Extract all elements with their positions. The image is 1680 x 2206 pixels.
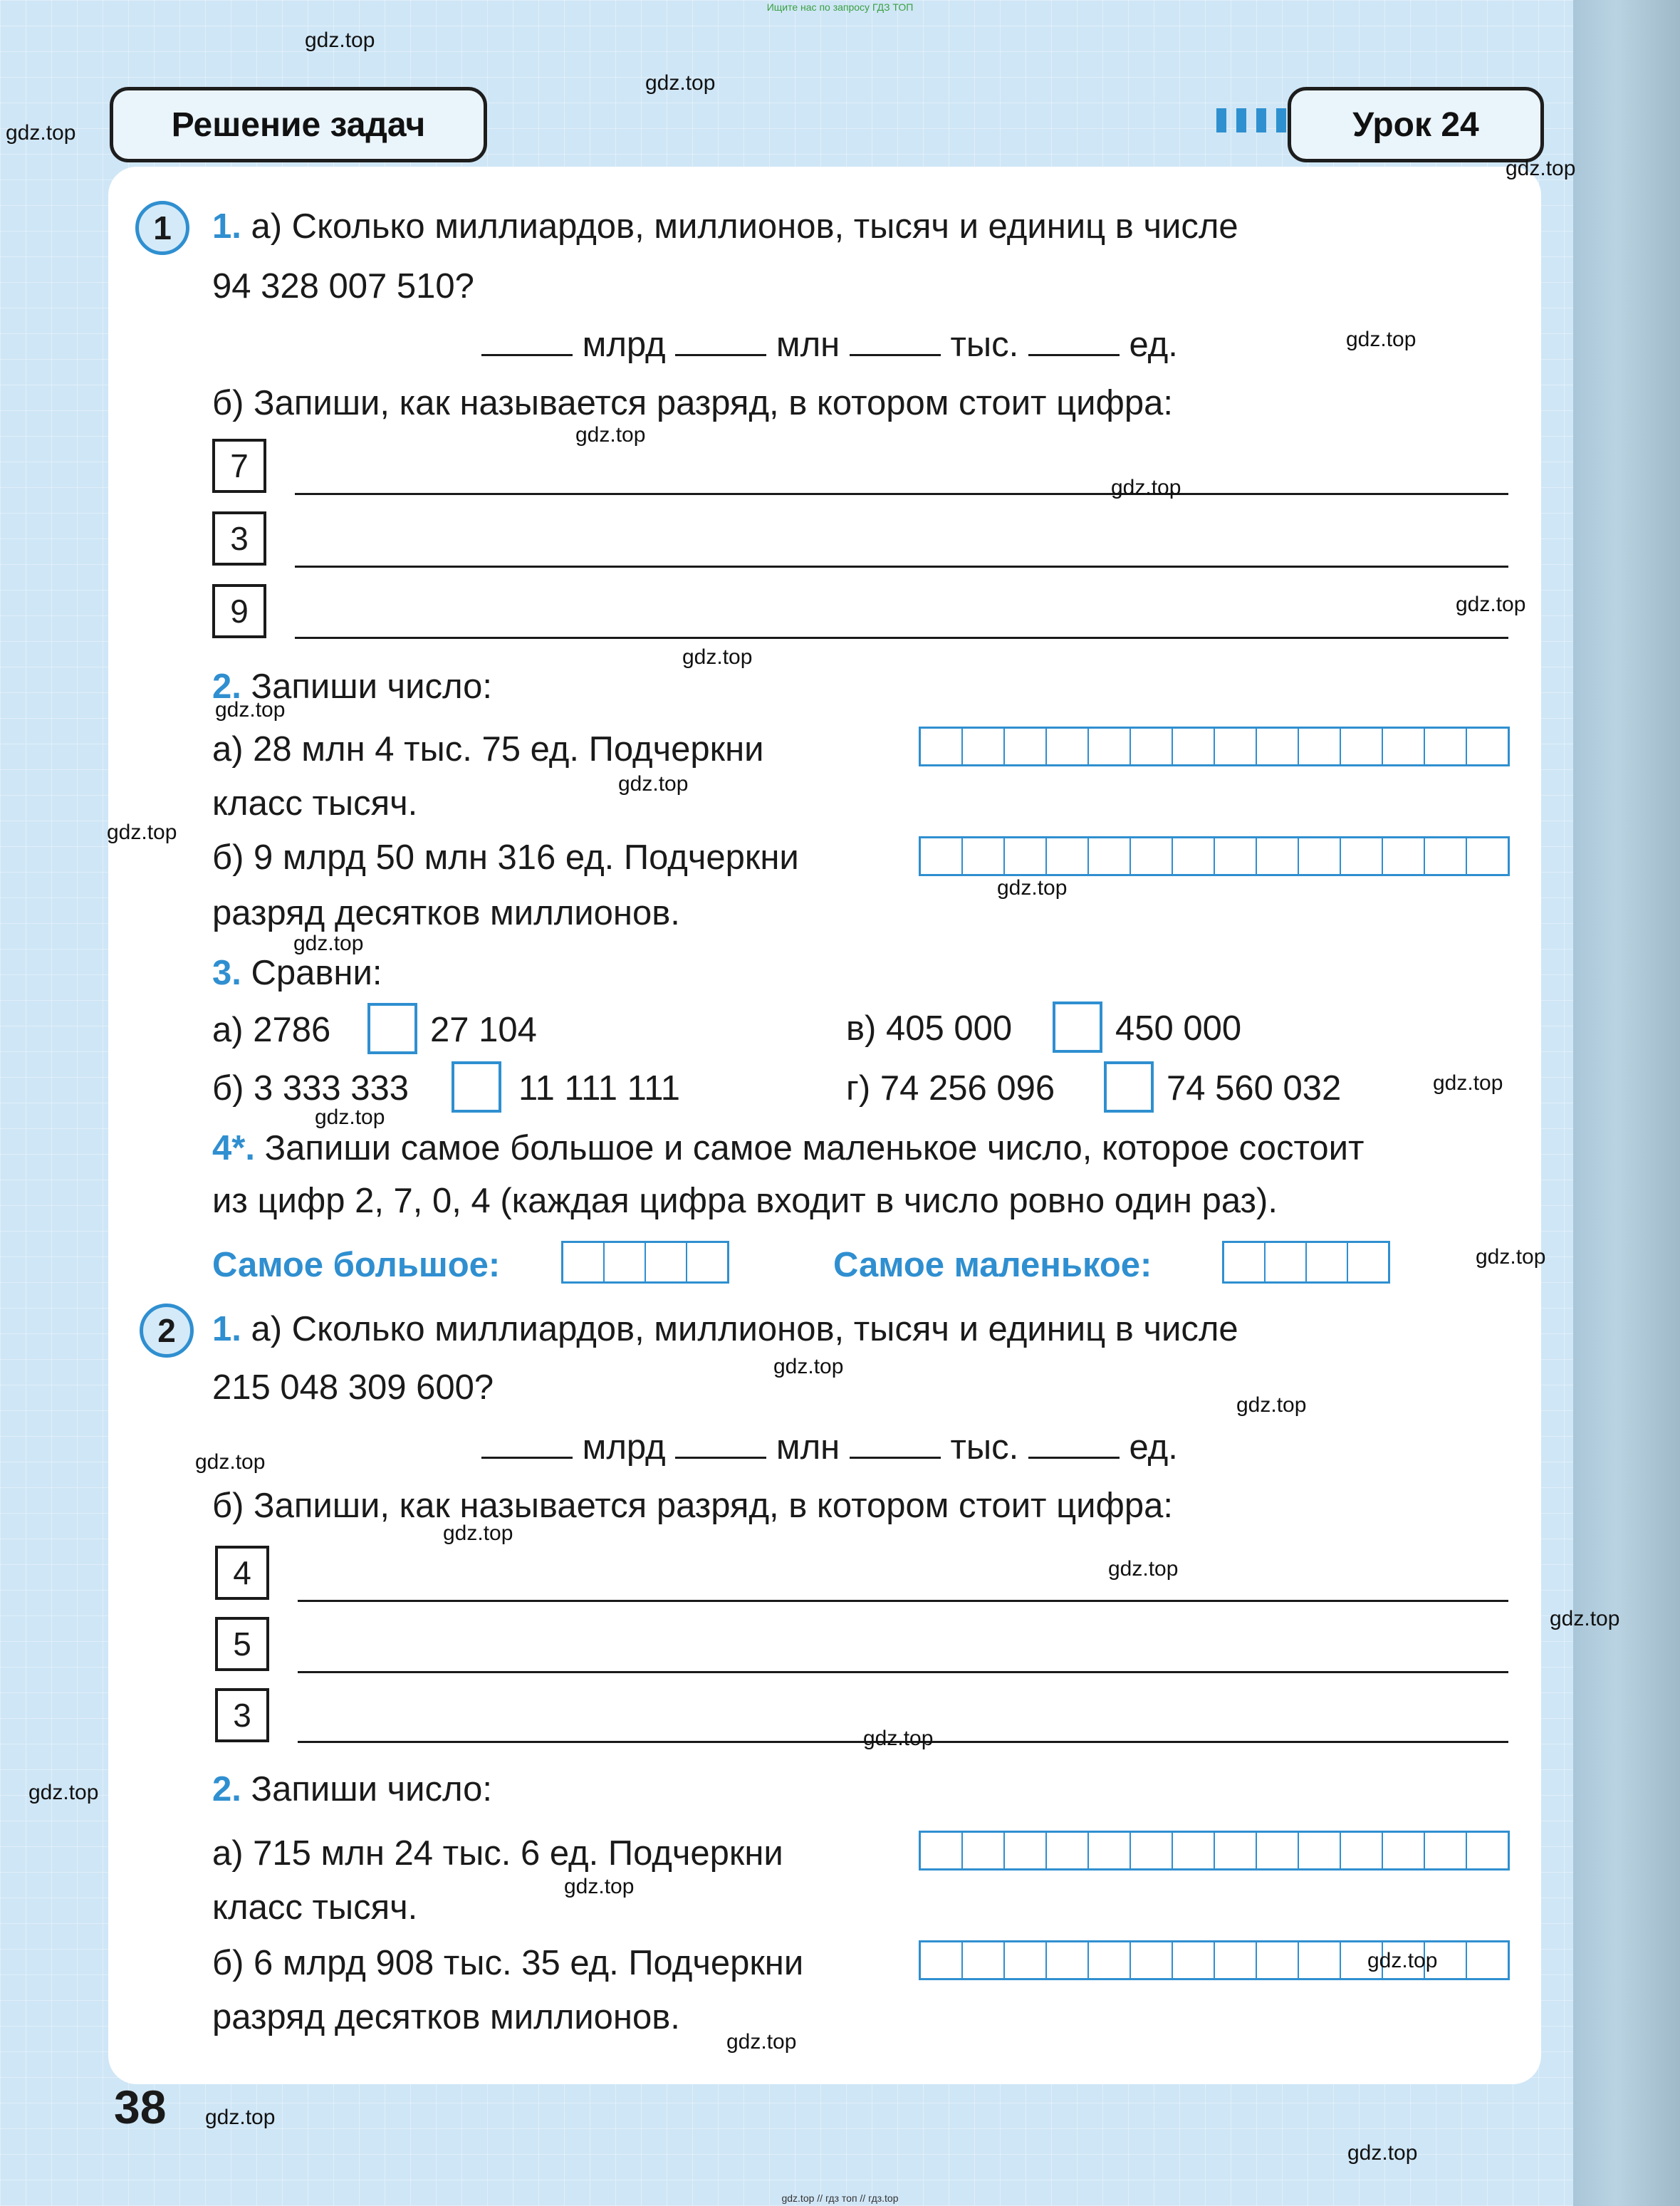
watermark: gdz.top: [1111, 476, 1181, 499]
watermark: gdz.top: [1550, 1607, 1620, 1630]
smallest-label: Самое маленькое:: [833, 1246, 1152, 1284]
unit-label: тыс.: [950, 1428, 1019, 1467]
watermark: gdz.top: [645, 71, 716, 95]
answer-line[interactable]: [298, 1671, 1508, 1673]
watermark: gdz.top: [28, 1781, 99, 1804]
watermark: gdz.top: [6, 121, 76, 145]
watermark: gdz.top: [305, 28, 375, 52]
watermark: gdz.top: [215, 698, 286, 722]
digit-box: 9: [212, 584, 266, 638]
s2-task1-number: 215 048 309 600?: [212, 1368, 494, 1407]
section-badge-1: 1: [135, 201, 189, 255]
unit-label: млрд: [582, 1428, 666, 1467]
compare-v-right: 450 000: [1115, 1009, 1242, 1048]
number-entry-cells[interactable]: [919, 1831, 1510, 1871]
watermark: gdz.top: [315, 1105, 385, 1129]
task-text: Запиши самое большое и самое маленькое число, которое состоит: [264, 1129, 1365, 1167]
number-entry-cells[interactable]: [919, 727, 1510, 766]
watermark: gdz.top: [726, 2030, 797, 2054]
answer-blank[interactable]: [481, 328, 573, 356]
bottom-note: gdz.top // гдз топ // гдз.top: [781, 2192, 899, 2204]
task2b-line1: б) 9 млрд 50 млн 316 ед. Подчеркни: [212, 838, 799, 877]
compare-sign-box[interactable]: [1053, 1001, 1102, 1053]
compare-g-left: г) 74 256 096: [846, 1069, 1055, 1108]
task2a-line2: класс тысяч.: [212, 784, 418, 823]
task1-part-b: б) Запиши, как называется разряд, в котором стоит цифра:: [212, 384, 1173, 422]
page-number: 38: [114, 2081, 167, 2133]
watermark: gdz.top: [107, 821, 177, 844]
task-number: 1.: [212, 207, 241, 246]
answer-blank[interactable]: [1028, 328, 1120, 356]
compare-sign-box[interactable]: [367, 1003, 417, 1054]
s2-task2a-line1: а) 715 млн 24 тыс. 6 ед. Подчеркни: [212, 1834, 783, 1873]
answer-line[interactable]: [295, 493, 1508, 495]
task-text: Сравни:: [251, 954, 382, 992]
task-text: а) Сколько миллиардов, миллионов, тысяч и единиц в числе: [251, 207, 1238, 246]
watermark: gdz.top: [1456, 593, 1526, 616]
watermark: gdz.top: [1433, 1071, 1503, 1095]
lesson-label-text: Урок 24: [1352, 105, 1479, 144]
watermark: gdz.top: [564, 1875, 635, 1898]
largest-label: Самое большое:: [212, 1246, 501, 1284]
task-text: Запиши число:: [251, 1770, 492, 1809]
number-entry-cells[interactable]: [919, 836, 1510, 876]
digit-box: 4: [215, 1546, 269, 1600]
task4-line1: [212, 1128, 1364, 1168]
unit-label: ед.: [1129, 1428, 1178, 1467]
task-number: 4*.: [212, 1129, 255, 1167]
watermark: gdz.top: [575, 423, 646, 447]
unit-label: тыс.: [950, 326, 1019, 364]
answer-blank[interactable]: [850, 1431, 941, 1459]
compare-b-left: б) 3 333 333: [212, 1069, 409, 1108]
watermark: gdz.top: [773, 1355, 844, 1378]
compare-v-left: в) 405 000: [846, 1009, 1013, 1048]
section-badge-2: 2: [140, 1304, 194, 1358]
answer-blank[interactable]: [1028, 1431, 1120, 1459]
s2-answer-units-row: [481, 1427, 1178, 1467]
answer-line[interactable]: [298, 1600, 1508, 1602]
task-text: а) Сколько миллиардов, миллионов, тысяч и единиц в числе: [251, 1310, 1238, 1348]
compare-sign-box[interactable]: [1104, 1061, 1154, 1113]
task4-line2: из цифр 2, 7, 0, 4 (каждая цифра входит в число ровно один раз).: [212, 1182, 1278, 1220]
answer-blank[interactable]: [481, 1431, 573, 1459]
s2-task2b-line1: б) 6 млрд 908 тыс. 35 ед. Подчеркни: [212, 1944, 804, 1982]
task-number: 1.: [212, 1310, 241, 1348]
watermark: gdz.top: [1506, 157, 1576, 180]
s2-task1-part-b: б) Запиши, как называется разряд, в котором стоит цифра:: [212, 1487, 1173, 1525]
answer-blank[interactable]: [675, 1431, 766, 1459]
watermark: gdz.top: [205, 2106, 276, 2129]
task1-question: [212, 207, 1238, 246]
task1-number: 94 328 007 510?: [212, 267, 474, 306]
watermark: gdz.top: [1346, 328, 1416, 351]
lesson-label: [1288, 87, 1544, 162]
compare-b-right: 11 111 111: [518, 1069, 681, 1108]
digit-box: 3: [215, 1688, 269, 1742]
watermark: gdz.top: [195, 1450, 266, 1474]
s2-task2b-line2: разряд десятков миллионов.: [212, 1998, 680, 2036]
s2-task2-title: [212, 1769, 492, 1809]
watermark: gdz.top: [863, 1727, 934, 1750]
unit-label: млрд: [582, 326, 666, 364]
watermark: gdz.top: [1108, 1557, 1179, 1581]
watermark: gdz.top: [997, 876, 1068, 900]
answer-line[interactable]: [295, 566, 1508, 568]
answer-blank[interactable]: [675, 328, 766, 356]
task-text: Запиши число:: [251, 667, 492, 706]
top-note: Ищите нас по запросу ГДЗ ТОП: [766, 1, 914, 13]
answer-line[interactable]: [295, 637, 1508, 639]
watermark: gdz.top: [443, 1521, 513, 1545]
unit-label: млн: [776, 326, 840, 364]
unit-label: ед.: [1129, 326, 1178, 364]
answer-blank[interactable]: [850, 328, 941, 356]
task-number: 2.: [212, 667, 241, 706]
section-title-text: Решение задач: [171, 105, 426, 144]
task2a-line1: а) 28 млн 4 тыс. 75 ед. Подчеркни: [212, 730, 764, 769]
compare-g-right: 74 560 032: [1167, 1069, 1342, 1108]
compare-a-left: а) 2786: [212, 1011, 331, 1049]
compare-sign-box[interactable]: [452, 1061, 501, 1113]
s2-task2a-line2: класс тысяч.: [212, 1888, 418, 1927]
compare-a-right: 27 104: [430, 1011, 537, 1049]
answer-units-row: [481, 325, 1178, 365]
watermark: gdz.top: [1347, 2141, 1418, 2165]
watermark: gdz.top: [1367, 1949, 1438, 1972]
unit-label: млн: [776, 1428, 840, 1467]
watermark: gdz.top: [618, 772, 689, 796]
watermark: gdz.top: [293, 932, 364, 955]
header-stripes: [1216, 108, 1286, 132]
largest-number-cells[interactable]: [561, 1241, 729, 1284]
task3-title: [212, 953, 382, 993]
digit-box: 7: [212, 439, 266, 493]
watermark: gdz.top: [1236, 1393, 1307, 1417]
s2-task1-question: [212, 1309, 1238, 1349]
smallest-number-cells[interactable]: [1222, 1241, 1390, 1284]
digit-box: 3: [212, 511, 266, 566]
digit-box: 5: [215, 1617, 269, 1671]
page-binding-edge: [1573, 0, 1680, 2206]
watermark: gdz.top: [682, 645, 753, 669]
watermark: gdz.top: [1476, 1245, 1546, 1269]
task2b-line2: разряд десятков миллионов.: [212, 894, 680, 932]
task-number: 3.: [212, 954, 241, 992]
task-number: 2.: [212, 1770, 241, 1809]
section-title: [110, 87, 487, 162]
